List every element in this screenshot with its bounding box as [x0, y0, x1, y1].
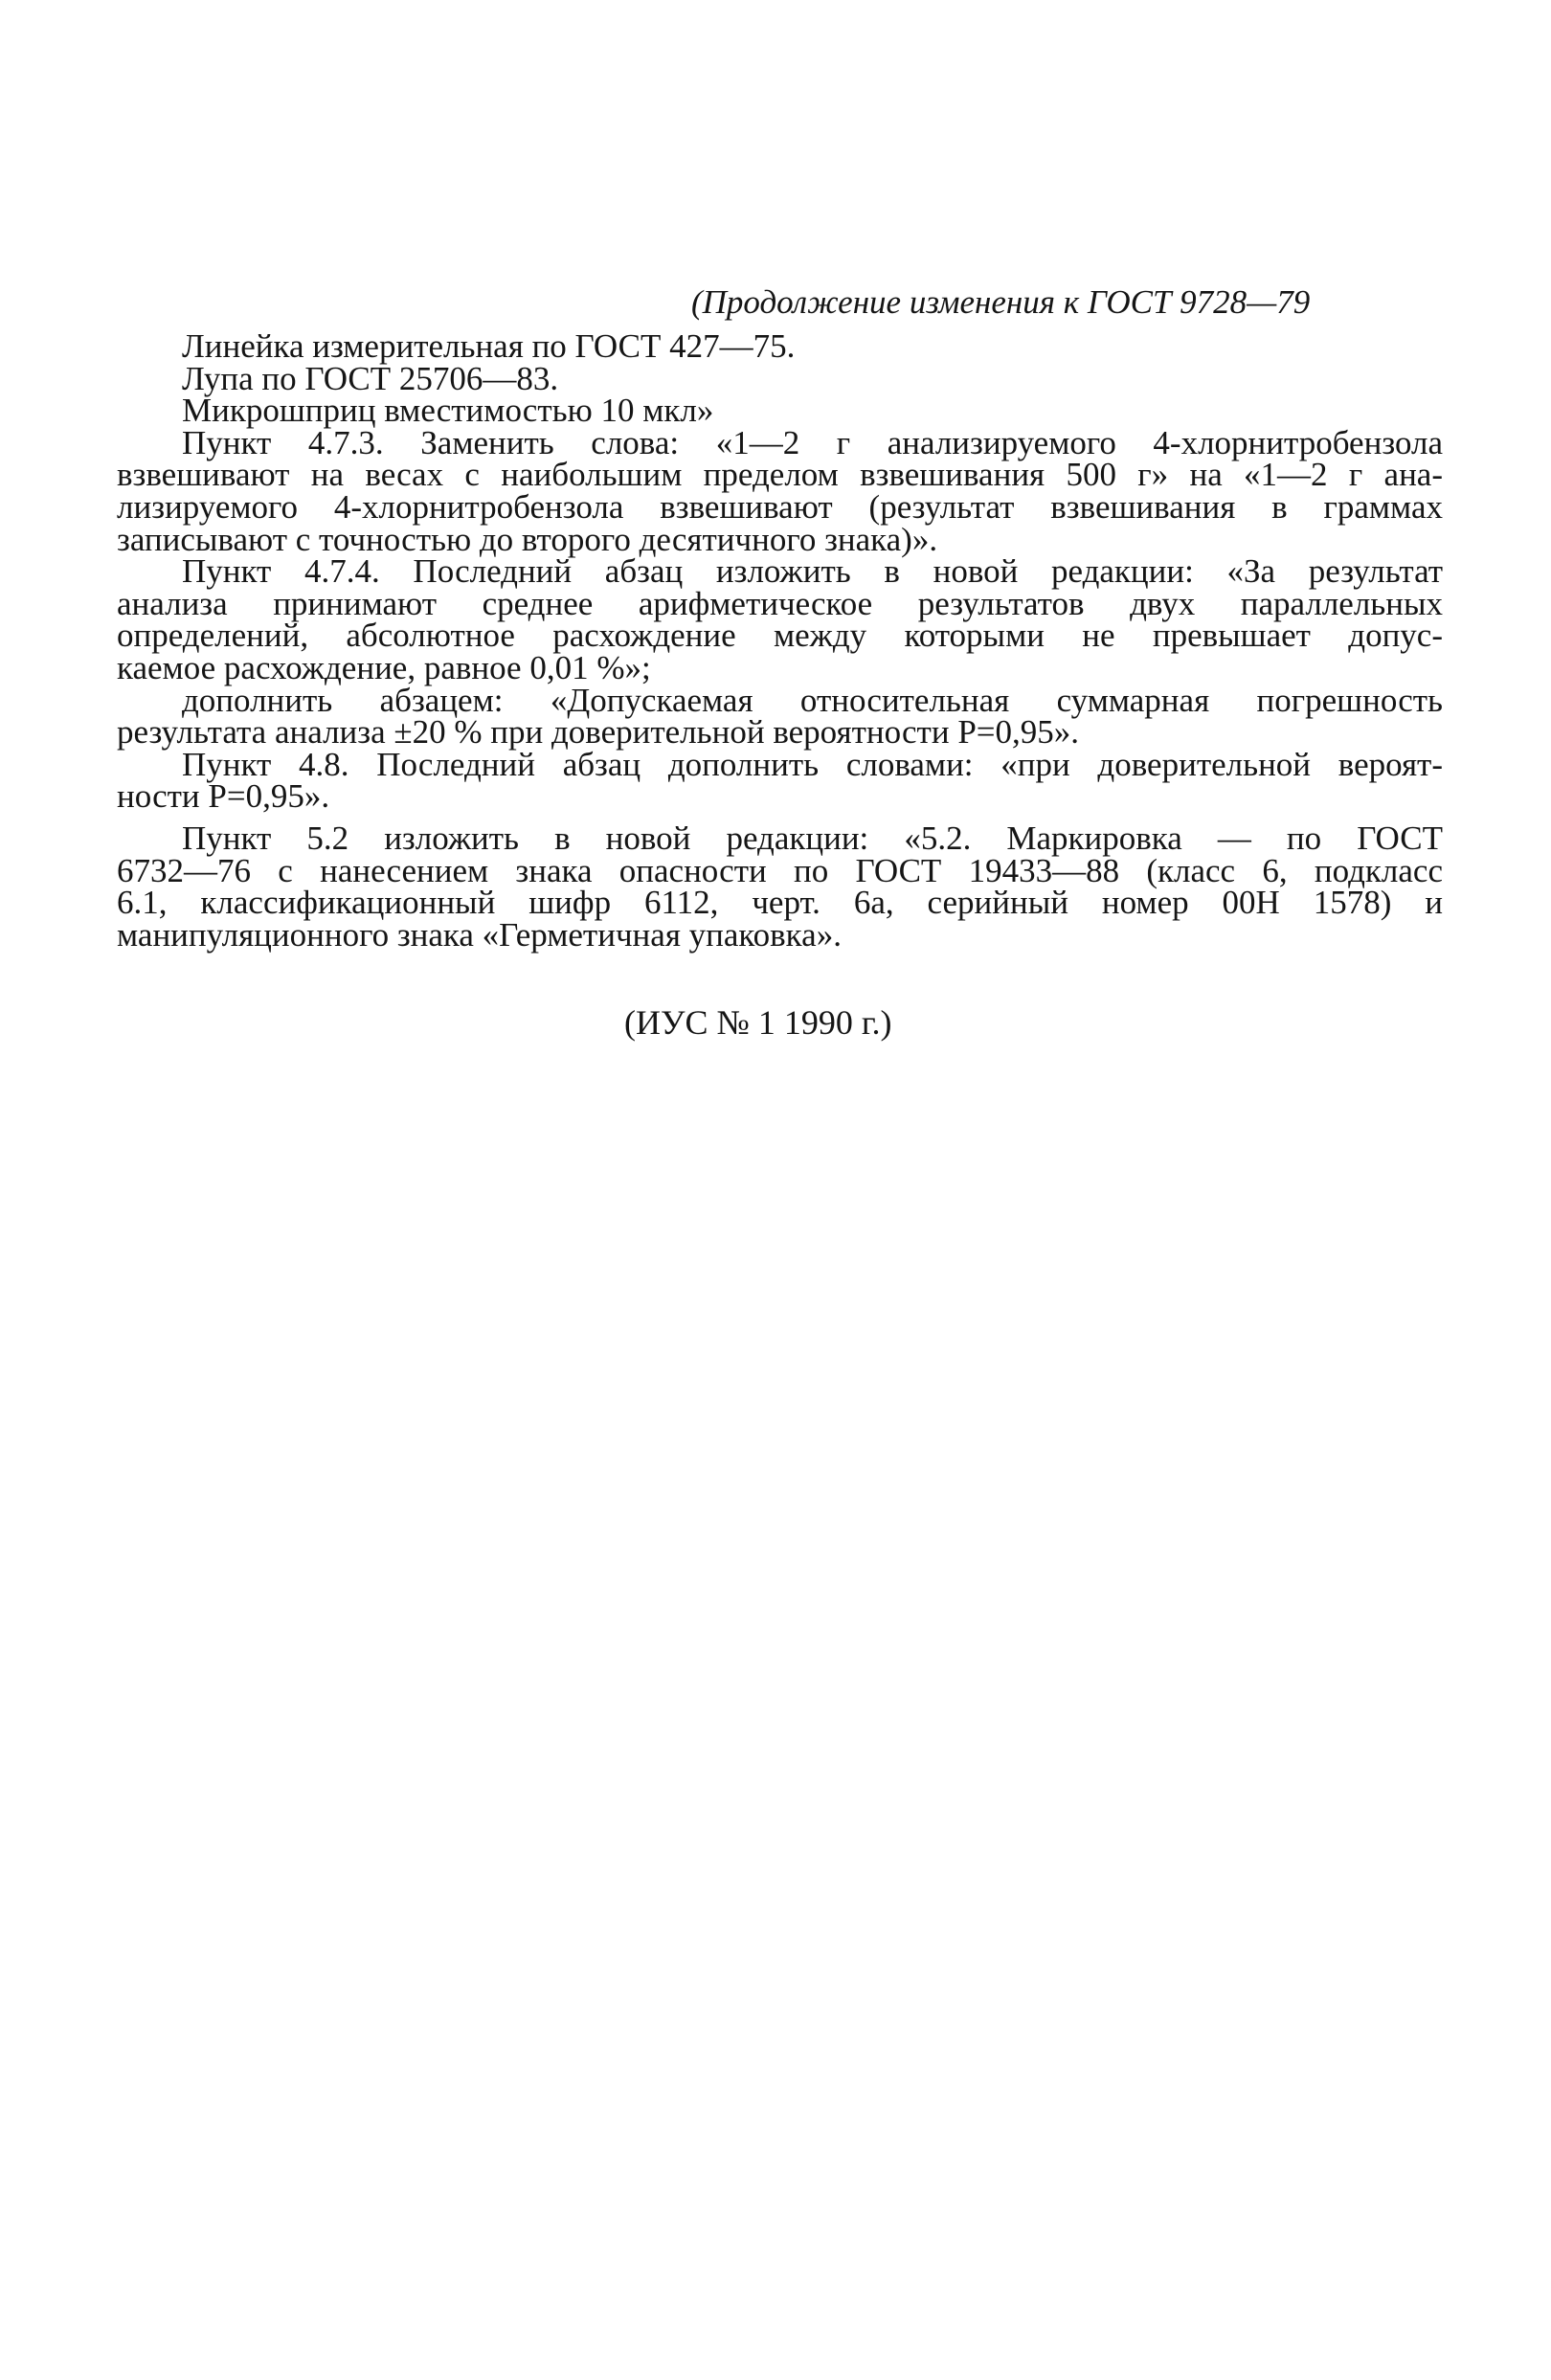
text-line: записывают с точностью до второго десятичного знака)».	[117, 520, 938, 558]
amendment-text	[117, 327, 1443, 954]
text-line: 6.1, классификационный шифр 6112, черт. 6а, серийный номер 00Н 1578) и	[117, 884, 1443, 922]
text-line: лизируемого 4-хлорнитробензола взвешивают (результат взвешивания в граммах	[117, 487, 1443, 526]
text-line: Пункт 4.7.4. Последний абзац изложить в новой редакции: «За результат	[182, 552, 1443, 591]
text-line: Лупа по ГОСТ 25706—83.	[182, 359, 559, 397]
text-line: анализа принимают среднее арифметическое результатов двух параллельных	[117, 584, 1443, 622]
text-line: Микрошприц вместимостью 10 мкл»	[182, 392, 714, 430]
text-line: 6732—76 с нанесением знака опасности по ГОСТ 19433—88 (класс 6, подкласс	[117, 851, 1443, 889]
continuation-header: (Продолжение изменения к ГОСТ 9728—79	[691, 283, 1311, 321]
text-line: каемое расхождение, равное 0,01 %»;	[117, 648, 651, 686]
text-line: взвешивают на весах с наибольшим пределом взвешивания 500 г» на «1—2 г ана-	[117, 456, 1443, 494]
source-reference: (ИУС № 1 1990 г.)	[624, 1003, 892, 1042]
text-line: определений, абсолютное расхождение между которыми не превышает допус-	[117, 617, 1443, 655]
text-line: Линейка измерительная по ГОСТ 427—75.	[182, 327, 796, 365]
text-line: Пункт 4.7.3. Заменить слова: «1—2 г анализируемого 4-хлорнитробензола	[182, 423, 1443, 461]
text-line: ности P=0,95».	[117, 777, 330, 816]
text-line: Пункт 4.8. Последний абзац дополнить словами: «при доверительной вероят-	[182, 745, 1443, 783]
text-line: манипуляционного знака «Герметичная упаковка».	[117, 915, 842, 954]
text-line: Пункт 5.2 изложить в новой редакции: «5.2. Маркировка — по ГОСТ	[182, 819, 1443, 857]
text-line: дополнить абзацем: «Допускаемая относительная суммарная погрешность	[182, 681, 1443, 719]
text-line: результата анализа ±20 % при доверительной вероятности P=0,95».	[117, 713, 1080, 752]
